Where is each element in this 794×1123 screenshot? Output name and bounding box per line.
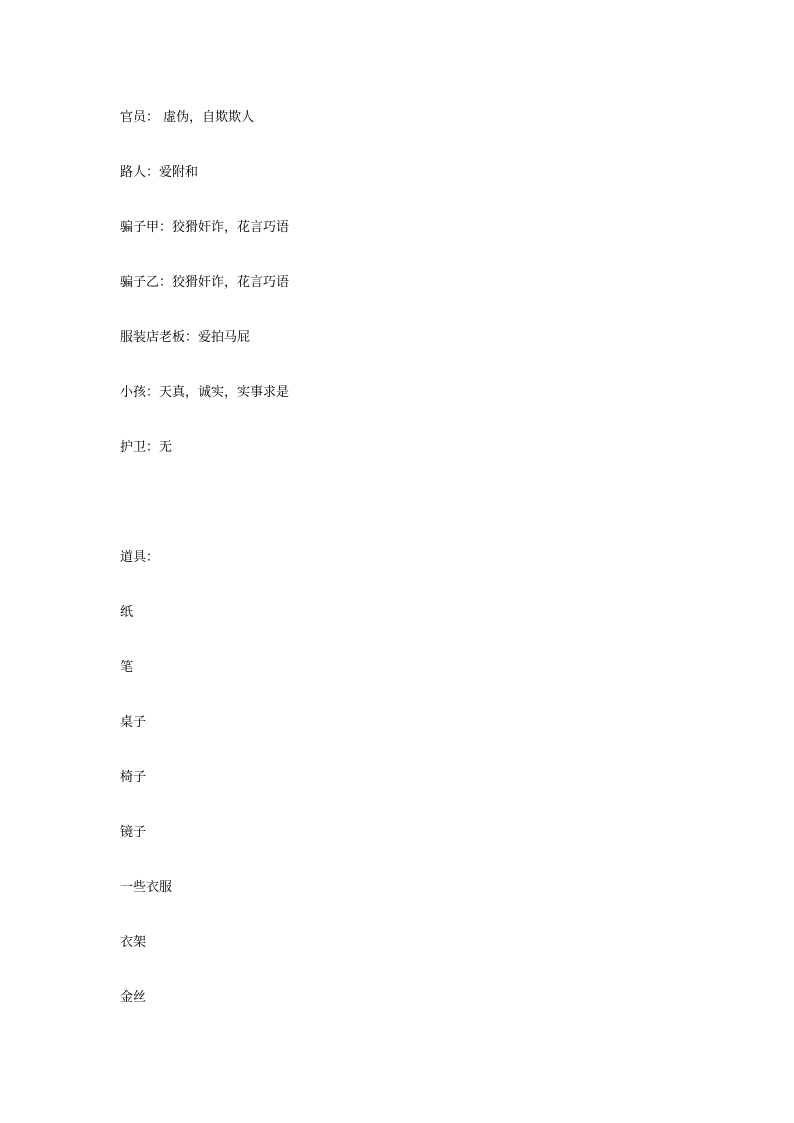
prop-item: 笔: [120, 660, 134, 675]
character-line-child: 小孩：天真，诚实，实事求是: [120, 385, 290, 400]
character-line-passerby: 路人：爱附和: [120, 165, 199, 180]
prop-item: 椅子: [120, 770, 147, 785]
character-line-swindler-a: 骗子甲：狡猾奸诈，花言巧语: [120, 220, 290, 235]
prop-item: 桌子: [120, 715, 147, 730]
prop-item: 衣架: [120, 935, 147, 950]
character-line-shop-owner: 服装店老板：爱拍马屁: [120, 330, 251, 345]
props-heading: 道具：: [120, 550, 160, 565]
prop-item: 一些衣服: [120, 880, 173, 895]
prop-item: 纸: [120, 605, 134, 620]
character-line-swindler-b: 骗子乙：狡猾奸诈，花言巧语: [120, 275, 290, 290]
prop-item: 镜子: [120, 825, 147, 840]
character-line-guard: 护卫：无: [120, 440, 173, 455]
prop-item: 金丝: [120, 990, 147, 1005]
character-line-official: 官员： 虚伪，自欺欺人: [120, 110, 255, 125]
